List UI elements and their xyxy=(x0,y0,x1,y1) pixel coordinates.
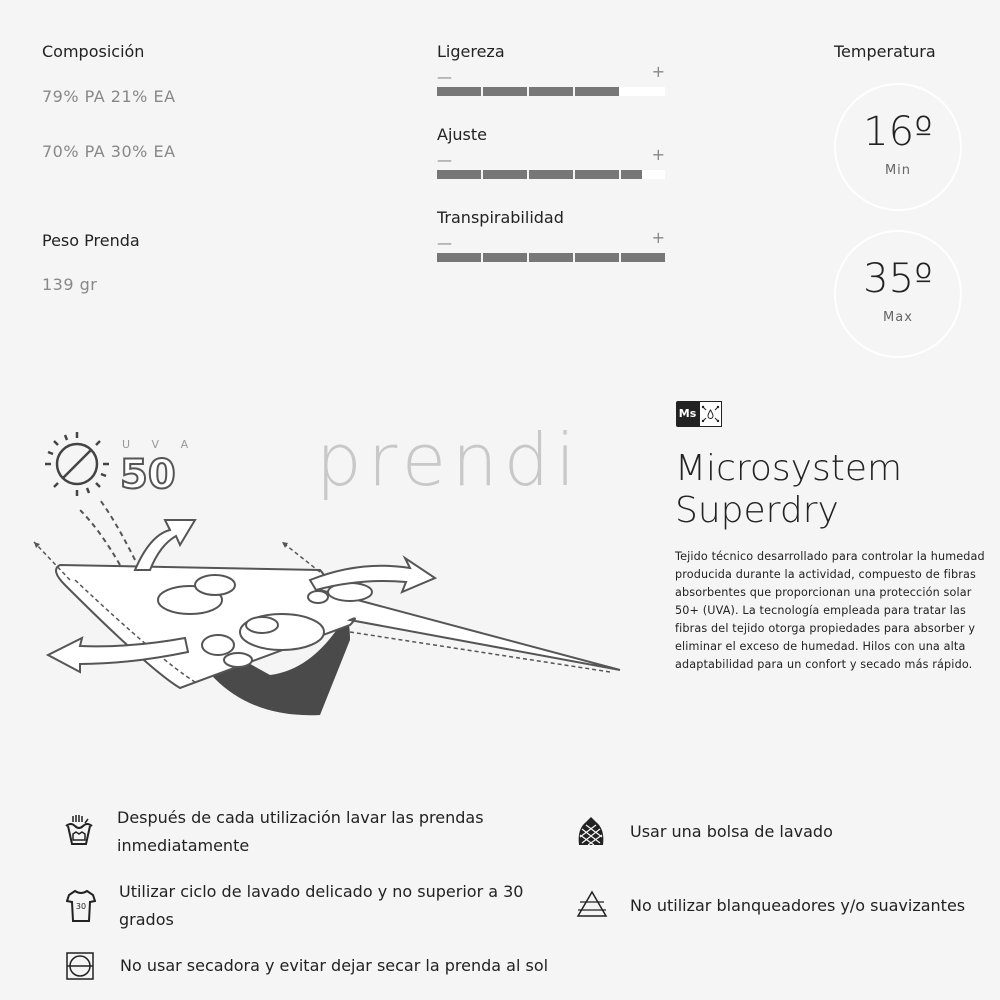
composition-label: Composición xyxy=(42,42,145,61)
temperature-label: Temperatura xyxy=(834,42,936,61)
no-bleach-icon xyxy=(576,890,608,920)
plus-icon: + xyxy=(651,62,665,81)
rating-label: Ligereza xyxy=(437,42,505,61)
weight-value: 139 gr xyxy=(42,275,98,294)
minus-icon: — xyxy=(437,234,452,252)
moisture-icon xyxy=(699,401,722,427)
care-text: No usar secadora y evitar dejar secar la prenda al sol xyxy=(120,956,549,975)
wash-30-icon-text: 30 xyxy=(75,902,87,911)
rating-ligereza xyxy=(437,42,665,86)
plus-icon: + xyxy=(651,228,665,247)
rating-bar xyxy=(437,253,665,262)
care-text: No utilizar blanqueadores y/o suavizantes xyxy=(630,896,966,915)
ms-label: Ms xyxy=(676,401,699,427)
temperature-min-value: 16º xyxy=(863,109,933,155)
laundry-bag-icon xyxy=(576,815,606,847)
uva-label: U V A xyxy=(122,438,198,451)
minus-icon: — xyxy=(437,151,452,169)
temperature-min-circle xyxy=(834,83,962,211)
rating-bar-fill xyxy=(437,170,642,179)
rating-bar xyxy=(437,87,665,96)
technology-description: Tejido técnico desarrollado para controlar la humedad producida durante la actividad, compuesto de fibras absorbentes que proporcionan una protección solar 50+ (UVA). La tecnología empleada para tratar las fibras del tejido otorga propiedades para absorber y eliminar el exceso de humedad. Hilos con una alta adaptabilidad para un confort y secado más rápido. xyxy=(675,550,985,671)
watermark: prendi xyxy=(316,418,582,502)
technology-title-line: Superdry xyxy=(675,490,839,531)
care-text: Utilizar ciclo de lavado delicado y no superior a 30 grados xyxy=(119,882,524,929)
care-text: Después de cada utilización lavar las prendas inmediatamente xyxy=(117,808,484,855)
composition-value: 79% PA 21% EA xyxy=(42,87,176,106)
rating-transpirabilidad xyxy=(437,208,665,252)
rating-ajuste xyxy=(437,125,665,169)
wash-30-icon xyxy=(66,889,96,923)
rating-label: Transpirabilidad xyxy=(437,208,564,227)
technology-badge xyxy=(676,401,722,427)
rating-bar-fill xyxy=(437,253,665,262)
hand-wash-icon xyxy=(64,814,94,846)
composition-value: 70% PA 30% EA xyxy=(42,142,176,161)
temperature-max-circle xyxy=(834,230,962,358)
rating-bar-fill xyxy=(437,87,619,96)
rating-label: Ajuste xyxy=(437,125,487,144)
temperature-min-caption: Min xyxy=(884,163,912,178)
uva-value: 50 xyxy=(120,452,176,498)
minus-icon: — xyxy=(437,68,452,86)
rating-bar xyxy=(437,170,665,179)
care-text: Usar una bolsa de lavado xyxy=(630,822,833,841)
up-arrow-icon xyxy=(135,520,195,570)
no-tumble-dry-icon xyxy=(65,951,95,981)
temperature-max-value: 35º xyxy=(863,256,933,302)
technology-title-line: Microsystem xyxy=(675,448,903,489)
technology-title xyxy=(675,448,975,532)
temperature-max-caption: Max xyxy=(883,310,913,325)
weight-label: Peso Prenda xyxy=(42,231,140,250)
right-arrow-icon xyxy=(310,558,435,592)
sun-icon xyxy=(45,432,109,496)
plus-icon: + xyxy=(651,145,665,164)
